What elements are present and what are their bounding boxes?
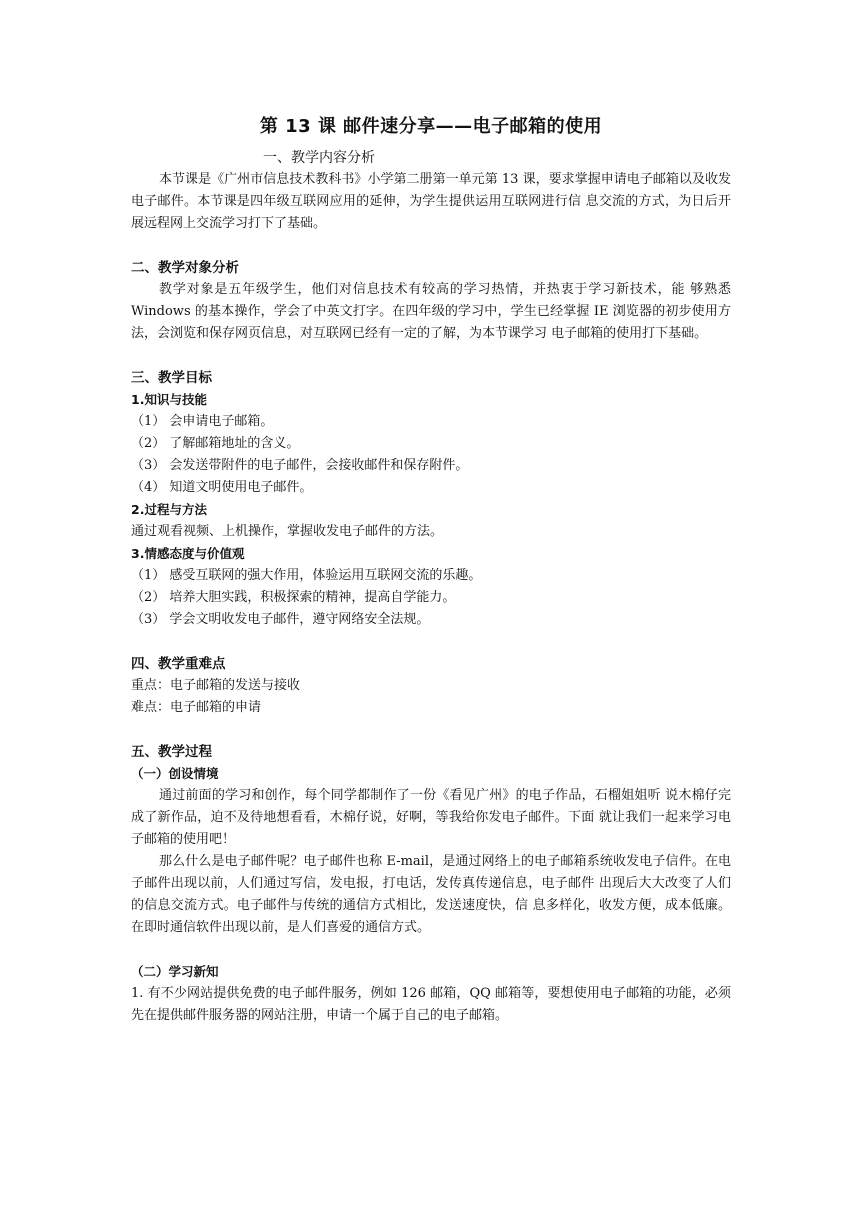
section1-heading: 一、教学内容分析 (263, 150, 375, 166)
document-body (131, 114, 731, 1027)
section1-paragraph: 本节课是《广州市信息技术教科书》小学第二册第一单元第 13 课，要求掌握申请电子邮箱以及收发电子邮件。本节课是四年级互联网应用的延伸，为学生提供运用互联网进行信 息交流的方式，为日后开展远程网上交流学习打下了基础。 (131, 172, 731, 231)
document-title: 第 13 课 邮件速分享——电子邮箱的使用 (259, 116, 603, 137)
objective-knowledge-item: （3） 会发送带附件的电子邮件，会接收邮件和保存附件。 (131, 458, 469, 473)
objective-process-text: 通过观看视频、上机操作，掌握收发电子邮件的方法。 (131, 524, 444, 539)
part2-paragraph-1: 1. 有不少网站提供免费的电子邮件服务，例如 126 邮箱，QQ 邮箱等，要想使用电子邮箱的功能，必须先在提供邮件服务器的网站注册，申请一个属于自己的电子邮箱。 (131, 986, 731, 1023)
objective-knowledge-item: （2） 了解邮箱地址的含义。 (131, 436, 300, 451)
section4-heading: 四、教学重难点 (131, 656, 226, 672)
objective-attitude-label: 3.情感态度与价值观 (131, 546, 245, 561)
part2-label: （二）学习新知 (131, 964, 219, 979)
section2-paragraph: 教学对象是五年级学生，他们对信息技术有较高的学习热情，并热衷于学习新技术，能 够熟悉 Windows 的基本操作，学会了中英文打字。在四年级的学习中，学生已经掌握 IE 浏览器的初步使用方法，会浏览和保存网页信息，对互联网已经有一定的了解，为本节课学习 电子邮箱的使用打下基础。 (131, 282, 731, 341)
part1-paragraph-1: 通过前面的学习和创作，每个同学都制作了一份《看见广州》的电子作品，石榴姐姐听 说木棉仔完成了新作品，迫不及待地想看看，木棉仔说，好啊，等我给你发电子邮件。下面 就让我们一起来学习电子邮箱的使用吧！ (131, 788, 731, 847)
difficult-point: 难点：电子邮箱的申请 (131, 700, 262, 715)
objective-knowledge-item: （4） 知道文明使用电子邮件。 (131, 480, 313, 495)
objective-attitude-item: （1） 感受互联网的强大作用，体验运用互联网交流的乐趣。 (131, 568, 482, 583)
key-point: 重点：电子邮箱的发送与接收 (131, 678, 301, 693)
section3-heading: 三、教学目标 (131, 370, 212, 386)
objective-knowledge-label: 1.知识与技能 (131, 392, 207, 407)
section5-heading: 五、教学过程 (131, 744, 212, 760)
part1-label: （一）创设情境 (131, 766, 219, 781)
objective-process-label: 2.过程与方法 (131, 502, 207, 517)
objective-attitude-item: （2） 培养大胆实践，积极探索的精神，提高自学能力。 (131, 590, 456, 605)
section2-heading: 二、教学对象分析 (131, 260, 239, 276)
part1-paragraph-2: 那么什么是电子邮件呢？电子邮件也称 E-mail，是通过网络上的电子邮箱系统收发电子信件。在电子邮件出现以前，人们通过写信，发电报，打电话，发传真传递信息，电子邮件 出现后大大改变了人们的信息交流方式。电子邮件与传统的通信方式相比，发送速度快，信 息多样化，收发方便，成本低廉。在即时通信软件出现以前，是人们喜爱的通信方式。 (131, 854, 731, 935)
objective-attitude-item: （3） 学会文明收发电子邮件，遵守网络安全法规。 (131, 612, 430, 627)
objective-knowledge-item: （1） 会申请电子邮箱。 (131, 414, 274, 429)
